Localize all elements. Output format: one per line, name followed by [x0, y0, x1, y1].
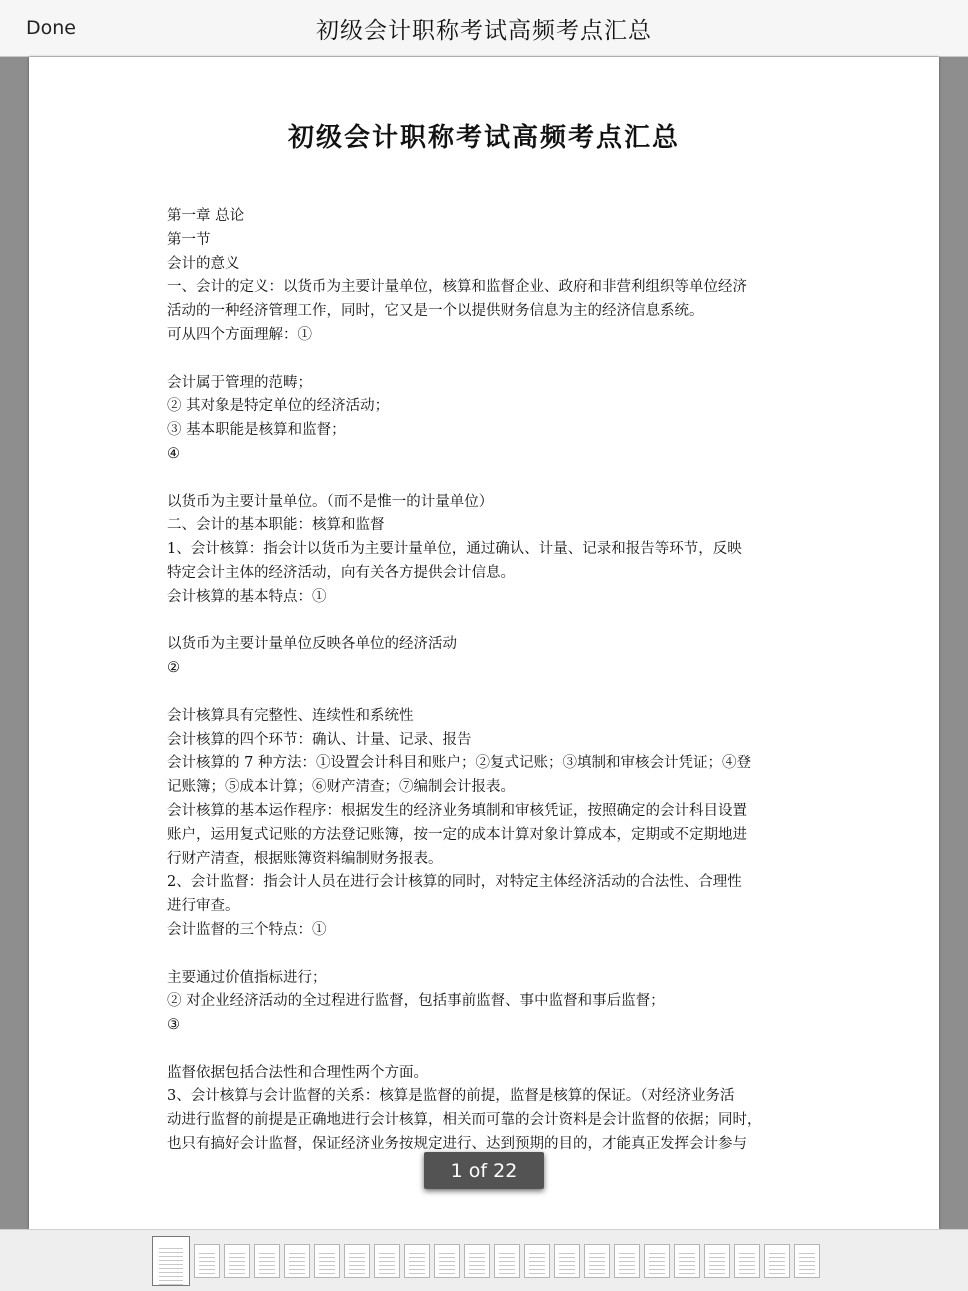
document-line: 会计核算的基本运作程序：根据发生的经济业务填制和审核凭证，按照确定的会计科目设置	[167, 802, 747, 819]
document-line: 动进行监督的前提是正确地进行会计核算，相关而可靠的会计资料是会计监督的依据；同时，	[167, 1112, 762, 1129]
page-thumbnail[interactable]	[224, 1244, 250, 1278]
done-button[interactable]: Done	[26, 17, 76, 39]
page-thumbnail[interactable]	[194, 1244, 220, 1278]
document-line: 以货币为主要计量单位。（而不是惟一的计量单位）	[167, 493, 494, 510]
navbar-title: 初级会计职称考试高频考点汇总	[316, 17, 652, 44]
blank-line	[167, 467, 807, 491]
document-line: 第一章 总论	[167, 208, 245, 224]
page-thumbnail[interactable]	[794, 1244, 820, 1278]
page-thumbnail[interactable]	[614, 1244, 640, 1278]
document-line: 2、会计监督：指会计人员在进行会计核算的同时，对特定主体经济活动的合法性、合理性	[167, 874, 742, 891]
document-line: 1、会计核算：指会计以货币为主要计量单位，通过确认、计量、记录和报告等环节，反映	[167, 541, 742, 558]
page-thumbnail[interactable]	[284, 1244, 310, 1278]
document-line: 主要通过价值指标进行；	[167, 969, 327, 986]
page-thumbnail[interactable]	[734, 1244, 760, 1278]
page-thumbnail[interactable]	[704, 1244, 730, 1278]
page-thumbnail[interactable]	[254, 1244, 280, 1278]
page-thumbnail[interactable]	[344, 1244, 370, 1278]
document-line: 一、会计的定义：以货币为主要计量单位，核算和监督企业、政府和非营利组织等单位经济	[167, 279, 747, 296]
page-thumbnail[interactable]	[584, 1244, 610, 1278]
document-body	[167, 205, 807, 1157]
document-line: 活动的一种经济管理工作，同时，它又是一个以提供财务信息为主的经济信息系统。	[167, 303, 704, 320]
document-line: 行财产清查，根据账簿资料编制财务报表。	[167, 850, 443, 867]
document-line: 以货币为主要计量单位反映各单位的经济活动	[167, 636, 457, 653]
document-line: 会计核算的基本特点：①	[167, 588, 327, 605]
document-line: 会计的意义	[167, 255, 240, 272]
document-line: 记账簿；⑤成本计算；⑥财产清查；⑦编制会计报表。	[167, 779, 515, 796]
document-line: ③ 基本职能是核算和监督；	[167, 422, 346, 439]
page-thumbnail[interactable]	[494, 1244, 520, 1278]
document-line: 3、会计核算与会计监督的关系：核算是监督的前提，监督是核算的保证。（对经济业务活	[167, 1088, 735, 1105]
blank-line	[167, 943, 807, 967]
document-line: 会计核算的 7 种方法：①设置会计科目和账户；②复式记账；③填制和审核会计凭证；④登	[167, 755, 751, 772]
blank-line	[167, 348, 807, 372]
page-thumbnail[interactable]	[554, 1244, 580, 1278]
page-thumbnail[interactable]	[644, 1244, 670, 1278]
document-line: 特定会计主体的经济活动，向有关各方提供会计信息。	[167, 564, 515, 581]
blank-line	[167, 1038, 807, 1062]
document-line: 账户，运用复式记账的方法登记账簿，按一定的成本计算对象计算成本，定期或不定期地进	[167, 826, 747, 843]
blank-line	[167, 610, 807, 634]
page-thumbnail[interactable]	[374, 1244, 400, 1278]
document-line: ④	[167, 445, 180, 462]
document-line: 可从四个方面理解：①	[167, 326, 312, 343]
document-line: 第一节	[167, 231, 211, 248]
document-line: 监督依据包括合法性和合理性两个方面。	[167, 1064, 428, 1081]
document-line: ③	[167, 1017, 180, 1034]
document-line: 会计属于管理的范畴；	[167, 374, 312, 391]
page-thumbnail[interactable]	[764, 1244, 790, 1278]
document-line: ② 其对象是特定单位的经济活动；	[167, 398, 390, 415]
document-page[interactable]	[29, 57, 939, 1229]
document-line: 二、会计的基本职能：核算和监督	[167, 517, 385, 534]
navigation-bar	[0, 0, 968, 57]
document-line: 会计核算的四个环节：确认、计量、记录、报告	[167, 731, 472, 748]
page-thumbnail[interactable]	[314, 1244, 340, 1278]
document-line: 也只有搞好会计监督，保证经济业务按规定进行、达到预期的目的，才能真正发挥会计参与	[167, 1136, 747, 1153]
document-line: ② 对企业经济活动的全过程进行监督，包括事前监督、事中监督和事后监督；	[167, 993, 665, 1010]
page-indicator: 1 of 22	[424, 1152, 544, 1189]
page-thumbnail[interactable]	[524, 1244, 550, 1278]
document-line: 会计核算具有完整性、连续性和系统性	[167, 707, 414, 724]
page-thumbnail[interactable]	[464, 1244, 490, 1278]
blank-line	[167, 681, 807, 705]
page-thumbnail[interactable]	[152, 1236, 190, 1286]
document-line: 会计监督的三个特点：①	[167, 921, 327, 938]
page-thumbnail[interactable]	[434, 1244, 460, 1278]
document-line: 进行审查。	[167, 898, 240, 915]
thumbnail-strip[interactable]	[152, 1236, 824, 1286]
page-thumbnail[interactable]	[674, 1244, 700, 1278]
document-line: ②	[167, 660, 180, 677]
page-thumbnail-bar[interactable]	[0, 1229, 968, 1291]
document-title: 初级会计职称考试高频考点汇总	[287, 123, 680, 153]
page-thumbnail[interactable]	[404, 1244, 430, 1278]
